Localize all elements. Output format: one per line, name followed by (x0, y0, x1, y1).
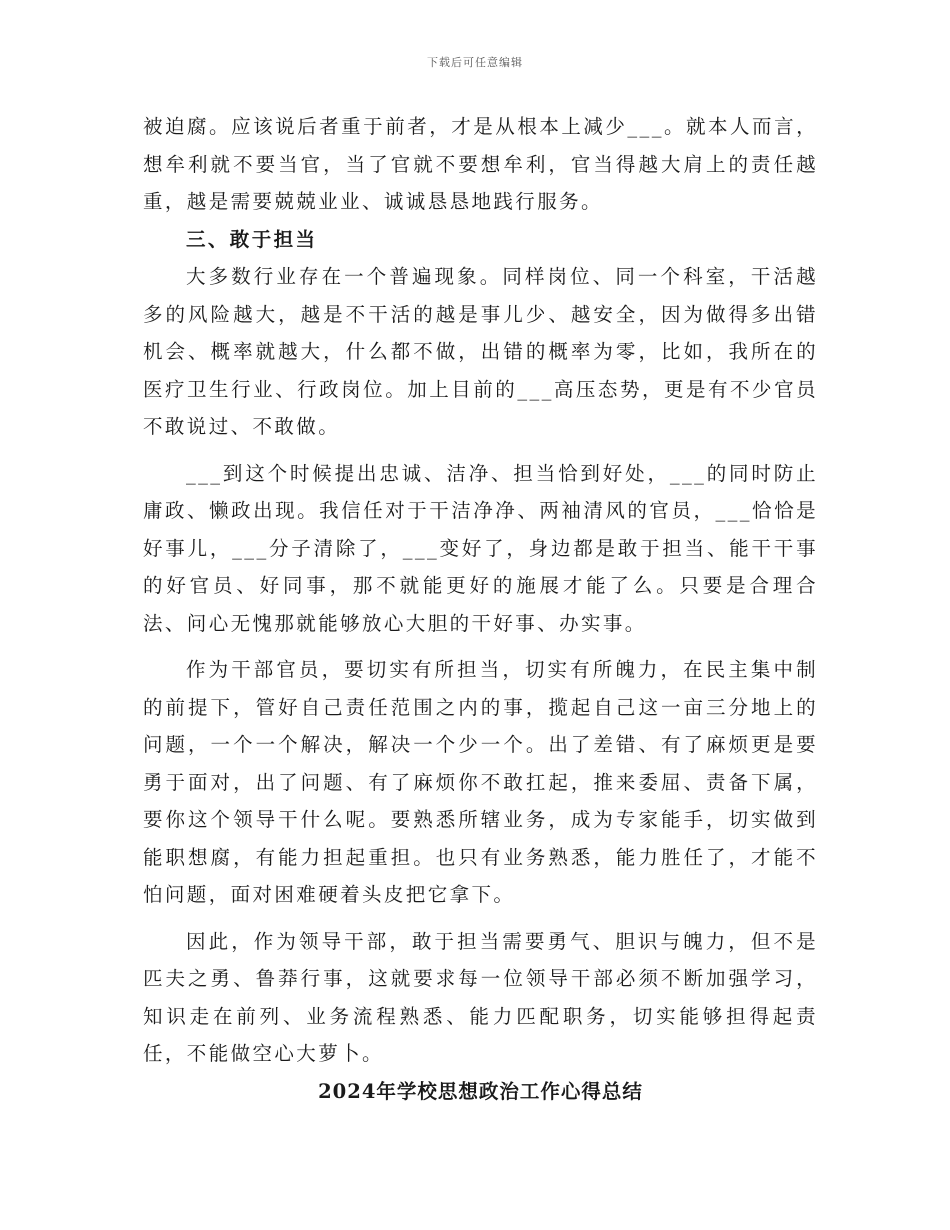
paragraph-conclusion: 因此，作为领导干部，敢于担当需要勇气、胆识与魄力，但不是匹夫之勇、鲁莽行事，这就要求每一位领导干部必须不断加强学习，知识走在前列、业务流程熟悉、能力匹配职务，切实能够担得起责任，不能做空心大萝卜。 (143, 929, 818, 1065)
paragraph-continuation: 被迫腐。应该说后者重于前者，才是从根本上减少___。就本人而言，想牟利就不要当官，当了官就不要想牟利，官当得越大肩上的责任越重，越是需要兢兢业业、诚诚恳恳地践行服务。 (143, 115, 818, 213)
paragraph-cadre-responsibility: 作为干部官员，要切实有所担当，切实有所魄力，在民主集中制的前提下，管好自己责任范围之内的事，揽起自己这一亩三分地上的问题，一个一个解决，解决一个少一个。出了差错、有了麻烦更是要勇于面对，出了问题、有了麻烦你不敢扛起，推来委屈、责备下属，要你这个领导干什么呢。要熟悉所辖业务，成为专家能手，切实做到能职想腐，有能力担起重担。也只有业务熟悉，能力胜任了，才能不怕问题，面对困难硬着头皮把它拿下。 (143, 658, 818, 906)
paragraph-timing: ___到这个时候提出忠诚、洁净、担当恰到好处，___的同时防止庸政、懒政出现。我信任对于干洁净净、两袖清风的官员，___恰恰是好事儿，___分子清除了，___变好了，身边都是敢于担当、能干干事的好官员、好同事，那不就能更好的施展才能了么。只要是合理合法、问心无愧那就能够放心大胆的干好事、办实事。 (143, 461, 818, 635)
section-heading: 三、敢于担当 (186, 227, 318, 251)
paragraph-common-phenomenon: 大多数行业存在一个普遍现象。同样岗位、同一个科室，干活越多的风险越大，越是不干活的越是事儿少、越安全，因为做得多出错机会、概率就越大，什么都不做，出错的概率为零，比如，我所在的医疗卫生行业、行政岗位。加上目前的___高压态势，更是有不少官员不敢说过、不敢做。 (143, 265, 818, 438)
document-body (143, 108, 818, 1110)
page-header: 下载后可任意编辑 (427, 56, 523, 69)
document-title: 2024年学校思想政治工作心得总结 (318, 1079, 643, 1103)
